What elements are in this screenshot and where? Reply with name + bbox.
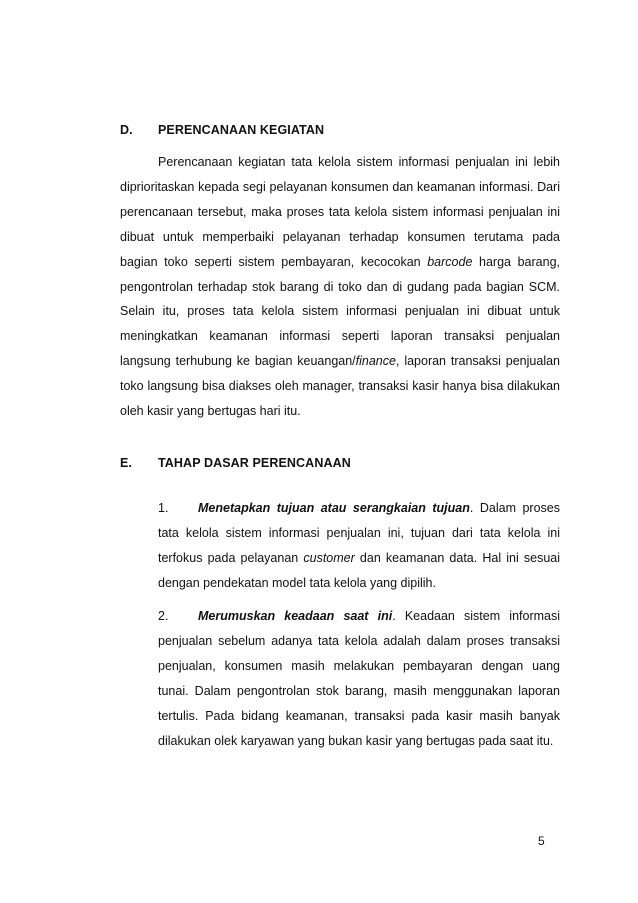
item-text: dan keamanan data. Hal ini sesuai dengan pendekatan model tata kelola yang dipilih. [158, 550, 561, 590]
section-heading-d [120, 123, 324, 137]
section-title: PERENCANAAN KEGIATAN [158, 123, 325, 137]
paragraph-text: , laporan transaksi penjualan toko langsung bisa diakses oleh manager, transaksi kasir hanya bisa dilakukan oleh kasir yang bertugas hari itu. [120, 354, 560, 419]
italic-term: barcode [427, 254, 473, 269]
paragraph-text: Perencanaan kegiatan tata kelola sistem informasi penjualan ini lebih diprioritaskan kepada segi pelayanan konsumen dan keamanan informasi. Dari perencanaan tersebut, maka proses tata kelola sistem informasi penjualan ini dibuat untuk memperbaiki pelayanan terhadap konsumen terutama pada bagian toko seperti sistem pembayaran, kecocokan [120, 155, 560, 269]
section-number: D. [120, 123, 133, 137]
section-title: TAHAP DASAR PERENCANAAN [158, 456, 351, 470]
section-heading-e [120, 456, 351, 470]
list-item [158, 604, 560, 753]
italic-term: finance [355, 354, 396, 369]
body-paragraph [120, 150, 560, 424]
list-item [158, 496, 560, 596]
item-lead: Merumuskan keadaan saat ini [198, 609, 393, 623]
paragraph-text: harga barang, pengontrolan terhadap stok barang di toko dan di gudang pada bagian SCM. Selain itu, proses tata kelola sistem informasi penjualan ini dibuat untuk meningkatkan keamanan informasi seperti laporan transaksi penjualan langsung terhubung ke bagian keuangan/ [120, 254, 561, 369]
list-marker: 1. [158, 501, 169, 515]
section-number: E. [120, 456, 133, 470]
italic-term: customer [303, 550, 355, 565]
item-text: . Keadaan sistem informasi penjualan sebelum adanya tata kelola adalah dalam proses transaksi penjualan, konsumen masih melakukan pembayaran dengan uang tunai. Dalam pengontrolan stok barang, masih menggunakan laporan tertulis. Pada bidang keamanan, transaksi pada kasir masih banyak dilakukan olek karyawan yang bukan kasir yang bertugas pada saat itu. [158, 609, 561, 748]
item-lead: Menetapkan tujuan atau serangkaian tujuan [198, 501, 470, 515]
page-number: 5 [538, 834, 545, 848]
item-text: . Dalam proses tata kelola sistem informasi penjualan ini, tujuan dari tata kelola ini terfokus pada pelayanan [158, 501, 561, 565]
list-marker: 2. [158, 609, 169, 623]
